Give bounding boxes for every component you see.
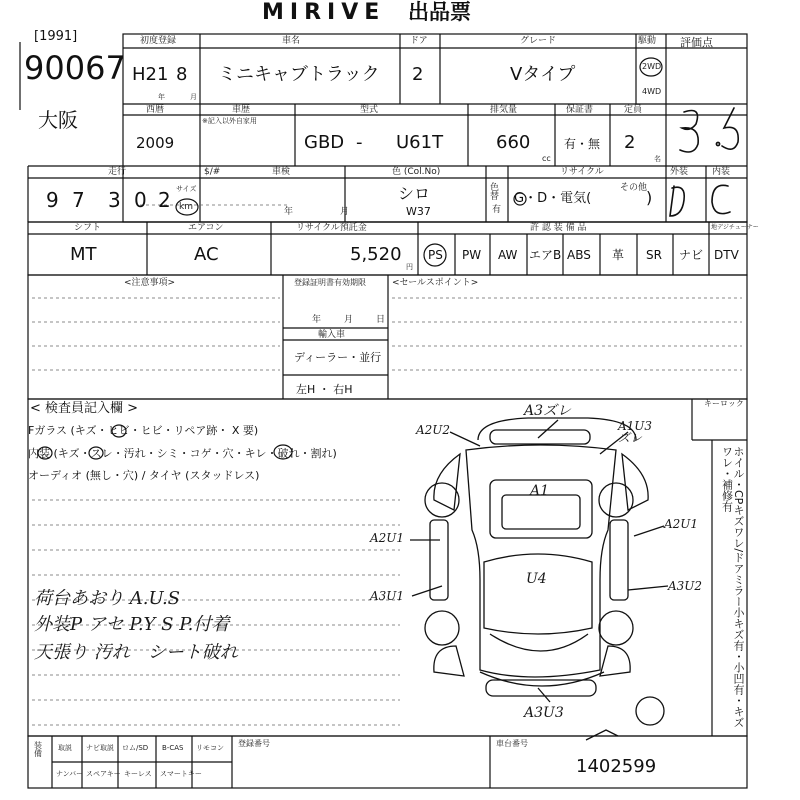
type-prefix: GBD [304,132,345,153]
year-code: [1991] [34,29,78,44]
inspection-title: < 検査員記入欄 > [30,401,139,416]
footer-item-6: ナンバー [56,770,84,778]
model-year-value: 2009 [136,134,175,152]
cert-options: G・D・電気( [514,191,592,206]
mileage-digit-1: 9 [46,188,59,212]
reg-month: 月 [344,315,354,325]
location: 大阪 [38,108,78,132]
aircon-value: AC [194,244,219,265]
yen-unit: 円 [406,263,413,271]
label-reg-date: 登録証明書有効期限 [294,278,366,287]
label-cert: リサイクル [560,167,604,177]
type-dash: - [356,132,363,153]
label-first-reg: 初度登録 [140,36,177,46]
mark-rf: A1U3 ズレ [618,419,653,445]
footer-item-7: スペアキー [86,770,121,778]
cert-close: ) [646,188,653,207]
mark-center: A1 [530,483,550,499]
label-interior: 内装 [712,167,731,177]
mark-front: A3U3 [524,705,564,721]
key-lock-label: キーロック [704,399,744,408]
drive-4wd: 4WD [642,87,662,96]
label-exterior: 外装 [670,167,689,177]
label-chassis: 車台番号 [496,739,528,748]
label-supplied: 装備 [34,741,42,758]
inspection-line-glass: Fガラス (キズ・ヒビ・ヒビ・リペア跡・ X 要) [28,424,259,437]
recycle-fee: 5,520 [350,244,402,265]
exterior-grade [674,190,675,191]
label-model-year: 西暦 [146,105,165,115]
inspection-line-interior: 内装 (キズ・スレ・汚れ・シミ・コゲ・穴・キレ・破れ・割れ) [28,447,337,460]
chassis-number: 1402599 [576,756,657,777]
grade-value: Vタイプ [510,64,576,85]
label-shift: シフト [74,223,102,233]
doors-value: 2 [412,64,424,85]
label-history-note: ※記入以外自家用 [202,117,257,125]
drive-2wd: 2WD [642,62,662,71]
label-equipment: 許 認 装 備 品 [530,223,587,233]
mark-roof: U4 [526,571,547,587]
footer-item-3: ロム/SD [122,744,149,752]
label-mileage: 走行 [108,167,127,177]
label-dollar: $/# [204,167,221,177]
handwritten-note-1: 荷台あおり A.U.S [34,588,181,609]
mileage-digit-2: 7 [72,188,85,212]
label-recycle: リサイクル預託金 [296,223,367,233]
first-reg-month: 8 [176,64,188,85]
seats-value: 2 [624,132,636,153]
cert-other: その他 [620,183,648,193]
label-type: 型式 [360,105,379,115]
mileage-digit-4: 0 [134,188,147,212]
mileage-digit-3: 3 [108,188,121,212]
equip-abs: ABS [567,248,591,262]
handwritten-note-3: 天張り 汚れ シート破れ [34,642,238,663]
mark-left-mid: A2U1 [370,531,405,545]
import-handle: 左H ・ 右H [296,383,353,396]
lot-number: 90067 [24,49,126,87]
equip-sr: SR [646,248,662,262]
label-import: 輸入車 [318,330,346,340]
km-unit: km [179,202,193,212]
mileage-digit-5: 2 [158,188,171,212]
label-displacement: 排気量 [490,105,518,115]
label-drive: 駆動 [638,36,657,46]
mark-lf: A2U2 [416,423,451,437]
color-code: W37 [406,205,431,218]
footer-item-8: キーレス [124,770,152,778]
equip-leather: 革 [612,248,625,262]
reg-day: 日 [376,315,386,325]
label-doors: ドア [410,36,428,46]
equip-aw: AW [498,248,518,262]
label-rating: 評価点 [680,36,713,49]
mark-right-low: A3U2 [668,579,703,593]
label-reg-number: 登録番号 [238,739,270,748]
label-grade: グレード [520,36,557,46]
cc-unit: cc [542,154,551,163]
rating-value [690,80,692,81]
label-aircon: エアコン [188,223,224,233]
footer-item-5: リモコン [196,744,224,752]
import-dealer: ディーラー・並行 [294,351,382,364]
label-color: 色 (Col.No) [392,167,441,177]
car-name: ミニキャブトラック [218,64,380,85]
label-inspection: 車検 [272,167,291,177]
first-reg-era: H21 [132,64,169,85]
label-caution: <注意事項> [124,278,176,288]
equip-navi: ナビ [679,248,704,262]
handwritten-note-2: 外装P アセ P.Y S P.付着 [34,614,230,635]
inspection-month: 月 [340,207,350,217]
warranty-value: 有・無 [564,137,601,151]
footer-item-9: スマートキー [160,770,202,778]
label-year-small: 年 [158,93,165,101]
color-value: シロ [398,184,431,203]
right-side-notes: ホイル・CPキズワレ/ドアミラー小キズ有・小凹有・キズワレ・補修有 [720,446,745,729]
interior-grade [714,190,715,191]
color-change-have: 有 [492,205,502,215]
footer-item-2: ナビ取説 [86,744,114,752]
equip-airbag: エアB [529,248,562,262]
brand-logo: MIRIVE [262,0,386,25]
type-model: U61T [396,132,444,153]
label-seats: 定員 [624,105,643,115]
equip-dtv: DTV [714,248,739,262]
displacement-value: 660 [496,132,531,153]
meter-size-label: サイズ [176,185,197,193]
color-change: 色替 [490,183,500,202]
label-sales-point: <セールスポイント> [392,278,479,288]
seats-unit: 名 [654,155,661,163]
mark-left-low: A3U1 [370,589,405,603]
label-history: 車歴 [232,105,251,115]
mark-right-mid: A2U1 [664,517,699,531]
shift-value: MT [70,244,97,265]
label-digital-tv: 地デジチューナー [711,224,759,231]
equip-ps: PS [428,248,443,262]
footer-item-1: 取説 [58,744,72,752]
label-warranty: 保証書 [566,105,594,115]
footer-item-4: B-CAS [162,744,184,752]
mark-rear: A3ズレ [524,403,572,419]
form-title: 出品票 [408,0,471,24]
equip-pw: PW [462,248,482,262]
inspection-line-audio: オーディオ (無し・穴) / タイヤ (スタッドレス) [28,469,260,482]
inspection-year: 年 [284,207,294,217]
label-car-name: 車名 [282,36,301,46]
label-month-small: 月 [190,93,197,101]
reg-year: 年 [312,315,322,325]
